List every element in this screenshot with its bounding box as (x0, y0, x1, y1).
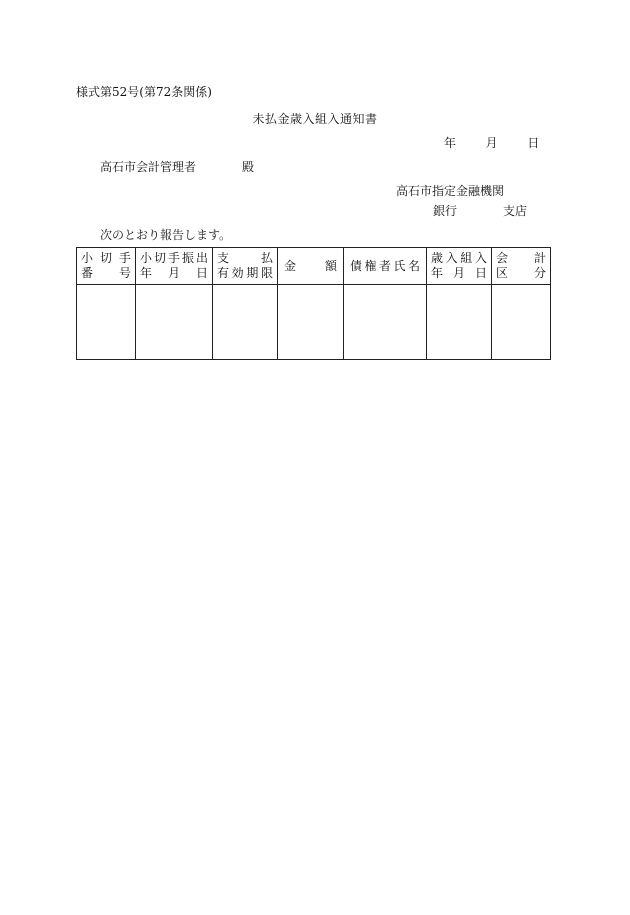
cell-account-category[interactable] (492, 285, 551, 360)
cell-check-number[interactable] (77, 285, 136, 360)
cell-payment-expiry[interactable] (213, 285, 278, 360)
date-year-label: 年 (444, 136, 457, 150)
cell-amount[interactable] (278, 285, 344, 360)
sender-branch-label: 支店 (503, 204, 528, 218)
table-row (77, 285, 551, 360)
table-header-row (77, 248, 551, 285)
report-table (76, 247, 551, 360)
form-number: 様式第52号(第72条関係) (76, 85, 212, 99)
header-account-category: 会 計 区 分 (492, 248, 551, 285)
cell-revenue-date[interactable] (427, 285, 492, 360)
intro-text: 次のとおり報告します。 (100, 228, 232, 242)
header-amount: 金 額 (278, 248, 344, 285)
cell-issue-date[interactable] (136, 285, 213, 360)
sender-institution: 高石市指定金融機関 (396, 184, 505, 198)
header-check-number: 小 切 手 番 号 (77, 248, 136, 285)
header-issue-date: 小 切 手 振 出 年 月 日 (136, 248, 213, 285)
cell-creditor-name[interactable] (344, 285, 427, 360)
header-payment-expiry: 支 払 有 効 期 限 (213, 248, 278, 285)
sender-bank-label: 銀行 (433, 204, 458, 218)
header-revenue-date: 歳 入 組 入 年 月 日 (427, 248, 492, 285)
addressee-honorific: 殿 (242, 160, 255, 174)
addressee-name: 高石市会計管理者 (100, 160, 197, 174)
sender-branch-line (433, 202, 527, 219)
addressee (100, 158, 254, 175)
date-line (444, 134, 539, 151)
header-creditor-name: 債 権 者 氏 名 (344, 248, 427, 285)
document-title: 未払金歳入組入通知書 (252, 112, 378, 126)
date-day-label: 日 (527, 136, 540, 150)
date-month-label: 月 (485, 136, 498, 150)
